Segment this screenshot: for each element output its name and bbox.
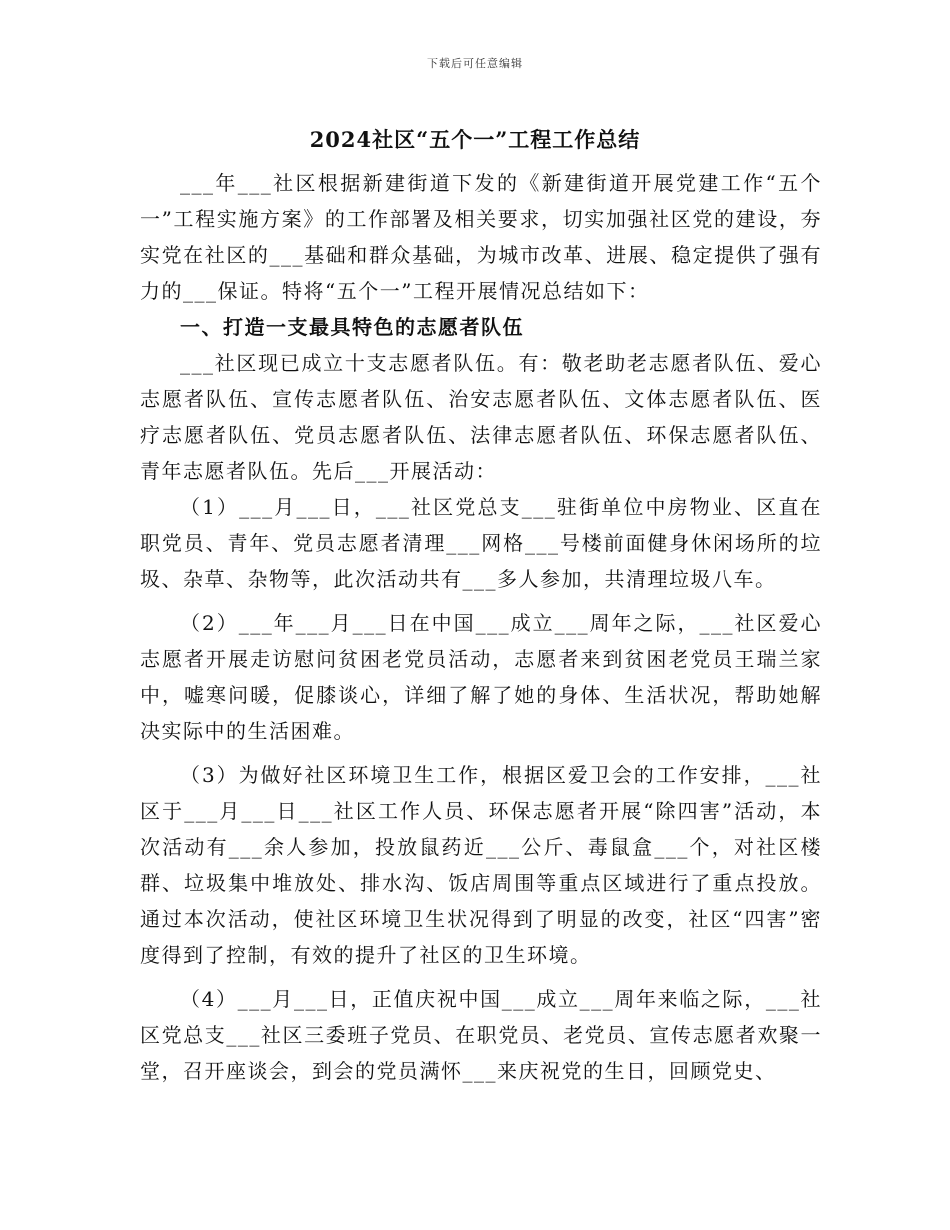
activity-item-3: （3）为做好社区环境卫生工作，根据区爱卫会的工作安排，___社区于___月___日___社区工作人员、环保志愿者开展“除四害”活动，本次活动有___余人参加，投放鼠药近___公斤、毒鼠盒___个，对社区楼群、垃圾集中堆放处、排水沟、饭店周围等重点区域进行了重点投放。通过本次活动，使社区环境卫生状况得到了明显的改变，社区“四害”密度得到了控制，有效的提升了社区的卫生环境。 — [140, 763, 822, 967]
document-title: 2024社区“五个一”工程工作总结 — [309, 127, 641, 152]
activity-item-2: （2）___年___月___日在中国___成立___周年之际，___社区爱心志愿者开展走访慰问贫困老党员活动，志愿者来到贫困老党员王瑞兰家中，嘘寒问暖，促膝谈心，详细了解了她的身体、生活状况，帮助她解决实际中的生活困难。 — [140, 611, 822, 743]
activity-item-4: （4）___月___日，正值庆祝中国___成立___周年来临之际，___社区党总支___社区三委班子党员、在职党员、老党员、宣传志愿者欢聚一堂，召开座谈会，到会的党员满怀___来庆祝党的生日，回顾党史、 — [140, 987, 822, 1083]
activity-item-1: （1）___月___日，___社区党总支___驻街单位中房物业、区直在职党员、青年、党员志愿者清理___网格___号楼前面健身休闲场所的垃圾、杂草、杂物等，此次活动共有___多人参加，共清理垃圾八车。 — [140, 495, 822, 591]
document-body — [140, 165, 822, 1089]
section-intro-paragraph: ___社区现已成立十支志愿者队伍。有：敬老助老志愿者队伍、爱心志愿者队伍、宣传志愿者队伍、治安志愿者队伍、文体志愿者队伍、医疗志愿者队伍、党员志愿者队伍、法律志愿者队伍、环保志愿者队伍、青年志愿者队伍。先后___开展活动： — [140, 351, 822, 483]
header-note: 下载后可任意编辑 — [427, 57, 523, 70]
intro-paragraph: ___年___社区根据新建街道下发的《新建街道开展党建工作“五个一”工程实施方案》的工作部署及相关要求，切实加强社区党的建设，夯实党在社区的___基础和群众基础，为城市改革、进展、稳定提供了强有力的___保证。特将“五个一”工程开展情况总结如下： — [140, 171, 822, 303]
section-heading: 一、打造一支最具特色的志愿者队伍 — [180, 315, 524, 339]
